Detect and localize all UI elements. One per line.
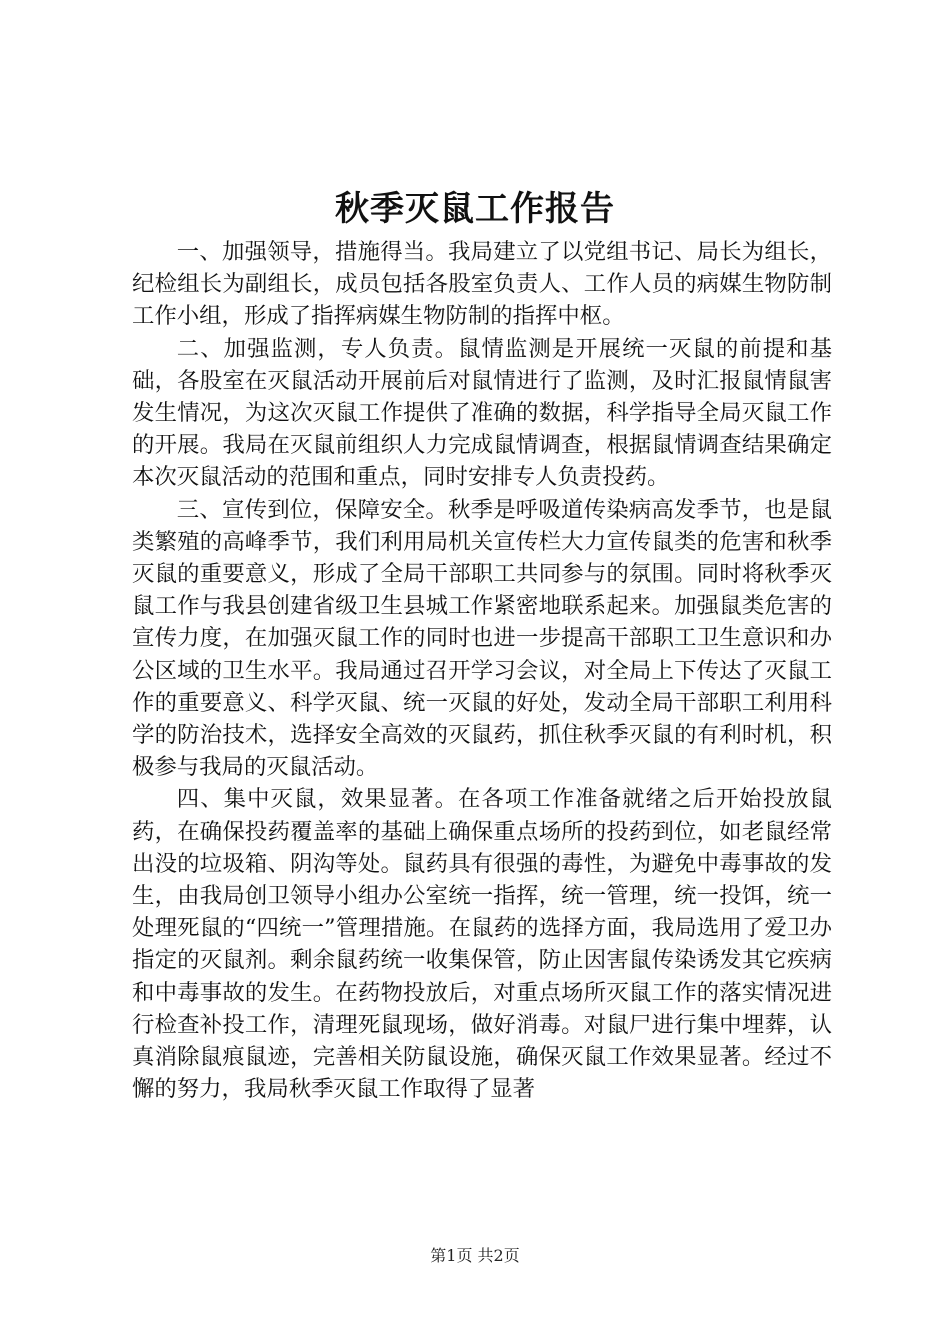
paragraph-rodent-control: 四、集中灭鼠，效果显著。在各项工作准备就绪之后开始投放鼠药，在确保投药覆盖率的基础上确保重点场所的投药到位，如老鼠经常出没的垃圾箱、阴沟等处。鼠药具有很强的毒性，为避免中毒事故的发生，由我局创卫领导小组办公室统一指挥，统一管理，统一投饵，统一处理死鼠的“四统一”管理措施。在鼠药的选择方面，我局选用了爱卫办指定的灭鼠剂。剩余鼠药统一收集保管，防止因害鼠传染诱发其它疾病和中毒事故的发生。在药物投放后，对重点场所灭鼠工作的落实情况进行检查补投工作，清理死鼠现场，做好消毒。对鼠尸进行集中埋葬，认真消除鼠痕鼠迹，完善相关防鼠设施，确保灭鼠工作效果显著。经过不懈的努力，我局秋季灭鼠工作取得了显著	[132, 786, 832, 1103]
document-title: 秋季灭鼠工作报告	[335, 189, 615, 229]
paragraph-publicity: 三、宣传到位，保障安全。秋季是呼吸道传染病高发季节，也是鼠类繁殖的高峰季节，我们利用局机关宣传栏大力宣传鼠类的危害和秋季灭鼠的重要意义，形成了全局干部职工共同参与的氛围。同时将秋季灭鼠工作与我县创建省级卫生县城工作紧密地联系起来。加强鼠类危害的宣传力度，在加强灭鼠工作的同时也进一步提高干部职工卫生意识和办公区域的卫生水平。我局通过召开学习会议，对全局上下传达了灭鼠工作的重要意义、科学灭鼠、统一灭鼠的好处，发动全局干部职工利用科学的防治技术，选择安全高效的灭鼠药，抓住秋季灭鼠的有利时机，积极参与我局的灭鼠活动。	[132, 496, 832, 781]
document-body	[132, 236, 832, 1105]
paragraph-leadership: 一、加强领导，措施得当。我局建立了以党组书记、局长为组长，纪检组长为副组长，成员包括各股室负责人、工作人员的病媒生物防制工作小组，形成了指挥病媒生物防制的指挥中枢。	[132, 239, 832, 330]
page-number-footer: 第1页 共2页	[430, 1246, 520, 1265]
paragraph-monitoring: 二、加强监测，专人负责。鼠情监测是开展统一灭鼠的前提和基础，各股室在灭鼠活动开展前后对鼠情进行了监测，及时汇报鼠情鼠害发生情况，为这次灭鼠工作提供了准确的数据，科学指导全局灭鼠工作的开展。我局在灭鼠前组织人力完成鼠情调查，根据鼠情调查结果确定本次灭鼠活动的范围和重点，同时安排专人负责投药。	[132, 335, 832, 491]
